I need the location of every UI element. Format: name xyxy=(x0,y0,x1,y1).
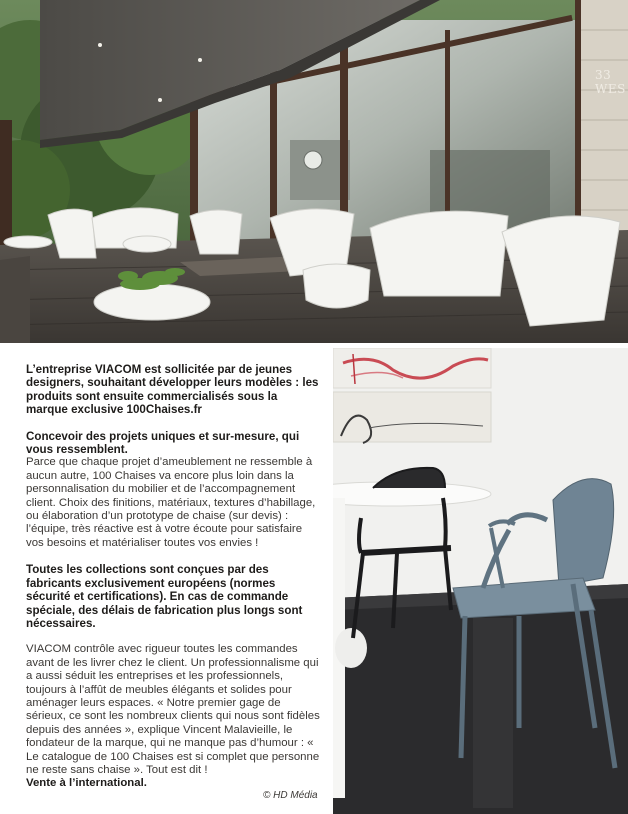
chairs-illustration xyxy=(333,348,628,814)
wall-art-bottom xyxy=(333,392,491,443)
section-projects-heading: Concevoir des projets uniques et sur-mesure, qui vous ressemblent. xyxy=(26,429,300,457)
wall-art-top xyxy=(333,348,491,388)
section-quality-body: VIACOM contrôle avec rigueur toutes les commandes avant de les livrer chez le client. Un professionnalisme qui a aussi séduit les entreprises et les professionnels, toujours à l’affût de meubles élégants et solides pour aménager leurs espaces. « Notre premier gage de sérieux, ce sont les nombreux clients qui nous sont fidèles depuis des années », explique Vincent Malavieille, le fondateur de la marque, qui ne manque pas d’humour : « Le catalogue de 100 Chaises est si complet que personne ne reste sans chaise ». Tout est dit ! xyxy=(26,643,320,776)
section-manufacturing: Toutes les collections sont conçues par des fabricants exclusivement européens (normes sécurité et certifications). En cas de commande spéciale, des délais de fabrication plus longs sont nécessaires. xyxy=(26,563,303,630)
section-projects-body: Parce que chaque projet d’ameublement ne ressemble à aucun autre, 100 Chaises va encore plus loin dans la personnalisation du mobilier et de l’accompagnement client. Choix des finitions, matériaux, textures d’habillage, ou élaboration d’un prototype de chaise (sur devis) : l’équipe, très réactive est à votre écoute pour satisfaire vos besoins et matérialiser toutes vos envies ! xyxy=(26,456,316,549)
section-quality-tail: Vente à l’international. xyxy=(26,777,147,790)
intro-paragraph: L’entreprise VIACOM est sollicitée par de jeunes designers, souhaitant développer leurs modèles : les produits sont ensuite commercialisés sous la marque exclusive 100Chaises.fr xyxy=(26,363,319,417)
terrace-photo xyxy=(0,0,628,343)
section-quality xyxy=(26,643,322,790)
chairs-photo xyxy=(333,348,628,814)
article-text xyxy=(26,363,322,804)
building-number-sign: 33 WES xyxy=(595,68,626,96)
section-projects xyxy=(26,430,322,551)
terrace-illustration xyxy=(0,0,628,343)
photo-credit: © HD Média xyxy=(263,790,318,801)
